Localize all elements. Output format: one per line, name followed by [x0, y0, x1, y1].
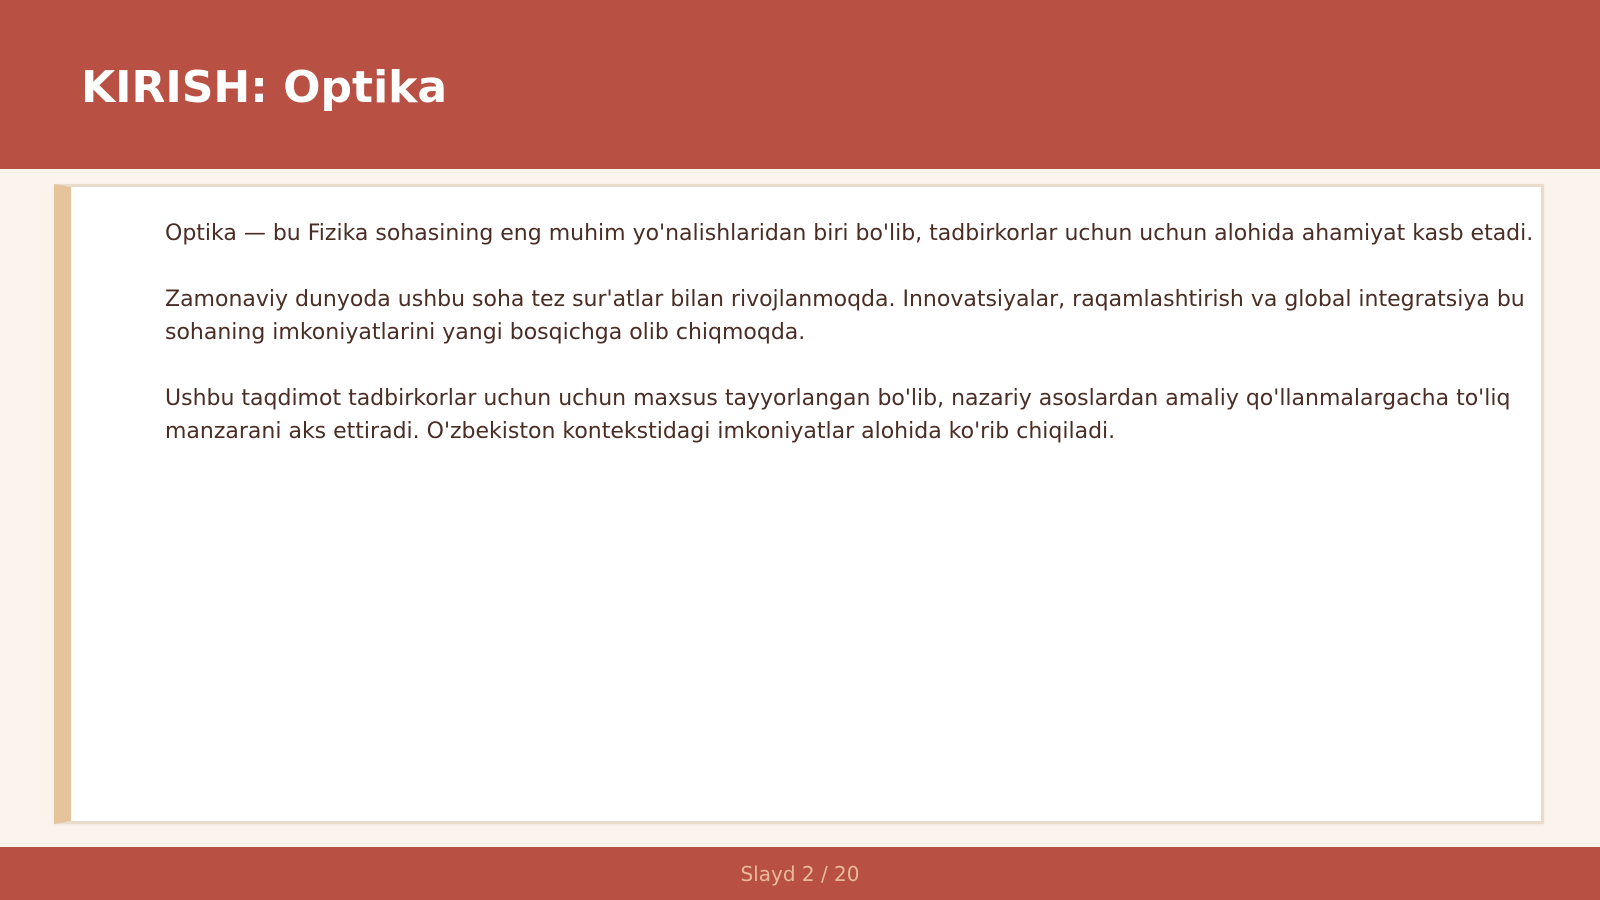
- content-body: [165, 217, 1535, 481]
- slide-counter: Slayd 2 / 20: [740, 862, 860, 886]
- slide-title: KIRISH: Optika: [81, 62, 448, 113]
- slide-footer: [0, 847, 1600, 900]
- presentation-paragraph: Ushbu taqdimot tadbirkorlar uchun uchun maxsus tayyorlangan bo'lib, nazariy asoslardan amaliy qo'llanmalargacha to'liq manzarani aks ettiradi. O'zbekiston kontekstidagi imkoniyatlar alohida ko'rib chiqiladi.: [165, 386, 1511, 444]
- intro-paragraph: Optika — bu Fizika sohasining eng muhim yo'nalishlaridan biri bo'lib, tadbirkorlar uchun uchun alohida ahamiyat kasb etadi.: [165, 221, 1534, 246]
- slide-header: [0, 0, 1600, 169]
- content-card: [54, 184, 1544, 824]
- development-paragraph: Zamonaviy dunyoda ushbu soha tez sur'atlar bilan rivojlanmoqda. Innovatsiyalar, raqamlashtirish va global integratsiya bu sohaning imkoniyatlarini yangi bosqichga olib chiqmoqda.: [165, 287, 1525, 345]
